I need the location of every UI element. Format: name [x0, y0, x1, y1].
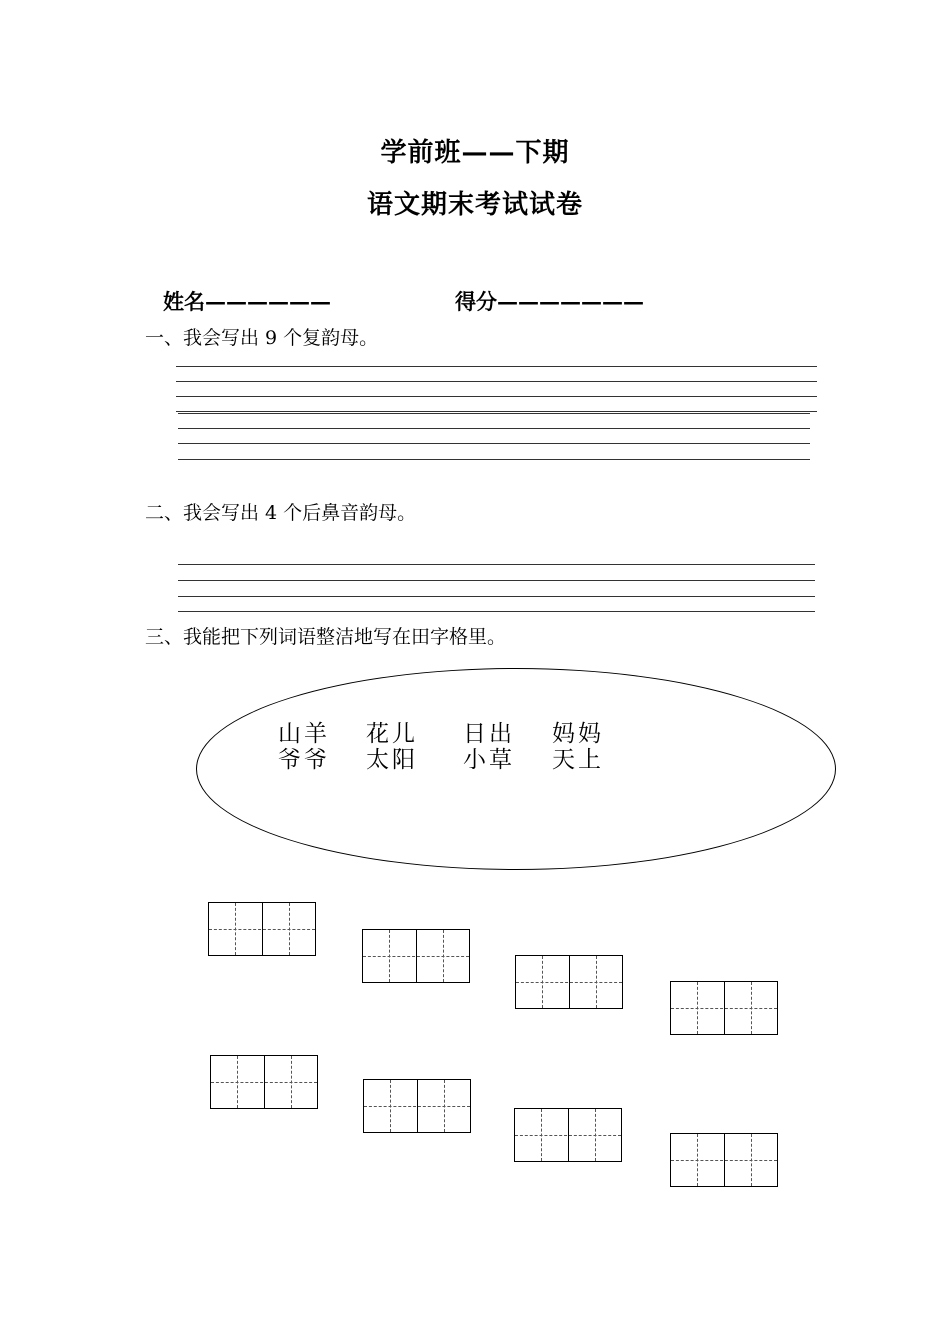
tianzige-grid[interactable]: [210, 1055, 318, 1109]
question-1: 一、我会写出 9 个复韵母。: [145, 327, 379, 349]
question-2: 二、我会写出 4 个后鼻音韵母。: [145, 502, 417, 524]
tianzige-grid[interactable]: [515, 955, 623, 1009]
score-field[interactable]: 得分———————: [455, 289, 644, 314]
tianzige-grid[interactable]: [208, 902, 316, 956]
tianzige-grid[interactable]: [670, 981, 778, 1035]
word-item: 爷爷: [278, 747, 330, 773]
writing-line: [178, 413, 810, 414]
writing-line: [178, 564, 815, 565]
writing-line: [178, 443, 810, 444]
tianzige-grid[interactable]: [514, 1108, 622, 1162]
word-item: 小草: [463, 747, 515, 773]
word-item: 天上: [552, 747, 604, 773]
word-item: 妈妈: [552, 721, 604, 747]
word-item: 太阳: [366, 747, 418, 773]
question-3: 三、我能把下列词语整洁地写在田字格里。: [145, 626, 507, 648]
word-item: 日出: [463, 721, 515, 747]
writing-line: [176, 396, 817, 397]
writing-line: [178, 428, 810, 429]
writing-line: [176, 411, 817, 412]
tianzige-grid[interactable]: [362, 929, 470, 983]
page-title: 学前班——下期: [380, 138, 570, 168]
name-field[interactable]: 姓名——————: [163, 289, 331, 314]
writing-line: [176, 366, 817, 367]
writing-line: [178, 580, 815, 581]
tianzige-grid[interactable]: [363, 1079, 471, 1133]
tianzige-grid[interactable]: [670, 1133, 778, 1187]
writing-line: [178, 459, 810, 460]
word-item: 花儿: [366, 721, 418, 747]
writing-line: [176, 381, 817, 382]
writing-line: [178, 596, 815, 597]
writing-line: [178, 611, 815, 612]
word-item: 山羊: [278, 721, 330, 747]
page-subtitle: 语文期末考试试卷: [366, 190, 583, 220]
